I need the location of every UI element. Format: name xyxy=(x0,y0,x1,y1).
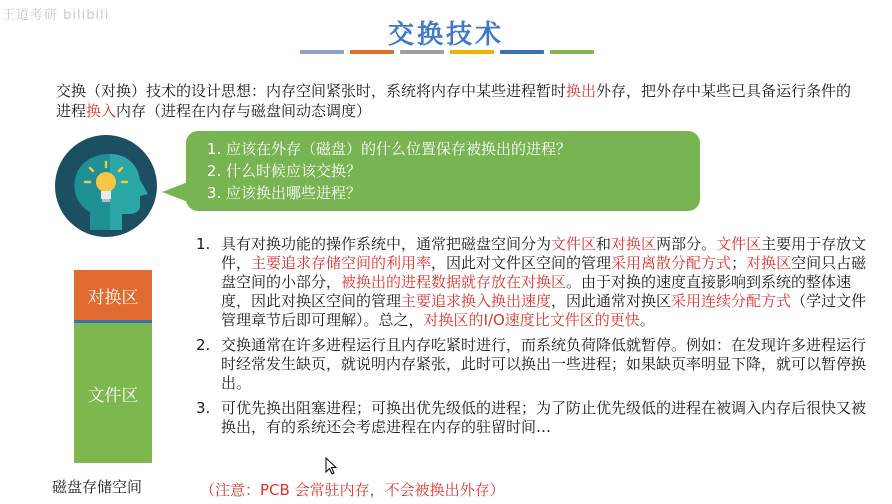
item-highlight: 对换区 xyxy=(746,254,792,272)
item-text: 空间只占磁盘空间的小部分， xyxy=(221,254,867,291)
item-text: ； xyxy=(731,254,747,272)
question-item: 2. 什么时候应该交换？ xyxy=(226,160,700,182)
item-text: 具有对换功能的操作系统中，通常把磁盘空间分为 xyxy=(221,235,552,253)
item-text: 交换通常在许多进程运行且内存吃紧时进行，而系统负荷降低就暂停。例如：在发现许多进程运行时经常发生缺页，就说明内存紧张，此时可以换出一些进程；如果缺页率明显下降，就可以暂停换出。 xyxy=(221,336,867,392)
accent-bar xyxy=(450,50,494,54)
swap-area-block xyxy=(74,270,152,320)
accent-bar xyxy=(300,50,344,54)
item-text: ，因此通常对换区 xyxy=(551,292,672,310)
intro-text-3: 内存（进程在内存与磁盘间动态调度） xyxy=(116,102,372,120)
item-highlight: 对换区 xyxy=(611,235,657,253)
item-number: 1. xyxy=(196,235,211,253)
slide-title: 交换技术 xyxy=(387,20,504,50)
explanation-item-1 xyxy=(196,235,876,330)
item-highlight: 文件区 xyxy=(716,235,762,253)
question-list xyxy=(186,131,700,204)
accent-bar xyxy=(550,50,594,54)
explanation-item-3 xyxy=(196,399,876,437)
item-text: 。由于对换的速度直接影响到系统的整体速度，因此对换区空间的管理 xyxy=(221,273,852,310)
file-area-block xyxy=(74,323,152,463)
intro-text-2: 外存，把外存中某些已具备运行条件的进程 xyxy=(56,82,852,120)
explanation-item-2 xyxy=(196,336,876,393)
item-highlight: 被换出的进程数据就存放在对换区 xyxy=(341,273,567,291)
explanation-list xyxy=(196,235,876,443)
accent-bar xyxy=(350,50,394,54)
item-number: 2. xyxy=(196,336,211,354)
item-text: 可优先换出阻塞进程；可换出优先级低的进程；为了防止优先级低的进程在被调入内存后很快又被换出，有的系统还会考虑进程在内存的驻留时间… xyxy=(221,399,867,436)
idea-head-icon xyxy=(54,134,158,238)
pcb-note: （注意：PCB 会常驻内存，不会被换出外存） xyxy=(200,481,505,499)
item-highlight: 主要追求换入换出速度 xyxy=(401,292,552,310)
question-bubble xyxy=(186,131,700,211)
item-highlight: 文件区 xyxy=(551,235,597,253)
accent-bars xyxy=(300,50,594,54)
item-text: 主要用于存放文件， xyxy=(221,235,867,272)
item-highlight: 采用连续分配方式 xyxy=(671,292,792,310)
item-text: 两部分。 xyxy=(656,235,717,253)
file-area-label: 文件区 xyxy=(87,385,139,406)
mouse-pointer-icon xyxy=(325,457,337,475)
item-number: 3. xyxy=(196,399,211,417)
watermark: 王道考研 bilibili xyxy=(2,8,110,23)
item-text: 和 xyxy=(596,235,612,253)
item-highlight: 主要追求存储空间的利用率 xyxy=(251,254,432,272)
item-text: （学过文件管理章节后即可理解）。总之， xyxy=(221,292,867,329)
item-text: 。 xyxy=(639,311,655,329)
question-item: 3. 应该换出哪些进程？ xyxy=(226,182,700,204)
item-text: ，因此对文件区空间的管理 xyxy=(431,254,612,272)
swap-area-label: 对换区 xyxy=(87,287,139,308)
intro-paragraph xyxy=(56,81,856,121)
bubble-tail xyxy=(162,182,188,202)
accent-bar xyxy=(500,50,544,54)
intro-highlight-swap-out: 换出 xyxy=(566,82,597,100)
disk-caption: 磁盘存储空间 xyxy=(52,478,143,496)
intro-text-1: 交换（对换）技术的设计思想：内存空间紧张时，系统将内存中某些进程暂时 xyxy=(56,82,567,100)
intro-highlight-swap-in: 换入 xyxy=(86,102,117,120)
accent-bar xyxy=(400,50,444,54)
item-highlight: 对换区的I/O速度比文件区的更快 xyxy=(423,311,640,329)
item-highlight: 采用离散分配方式 xyxy=(611,254,732,272)
question-item: 1. 应该在外存（磁盘）的什么位置保存被换出的进程？ xyxy=(226,138,700,160)
